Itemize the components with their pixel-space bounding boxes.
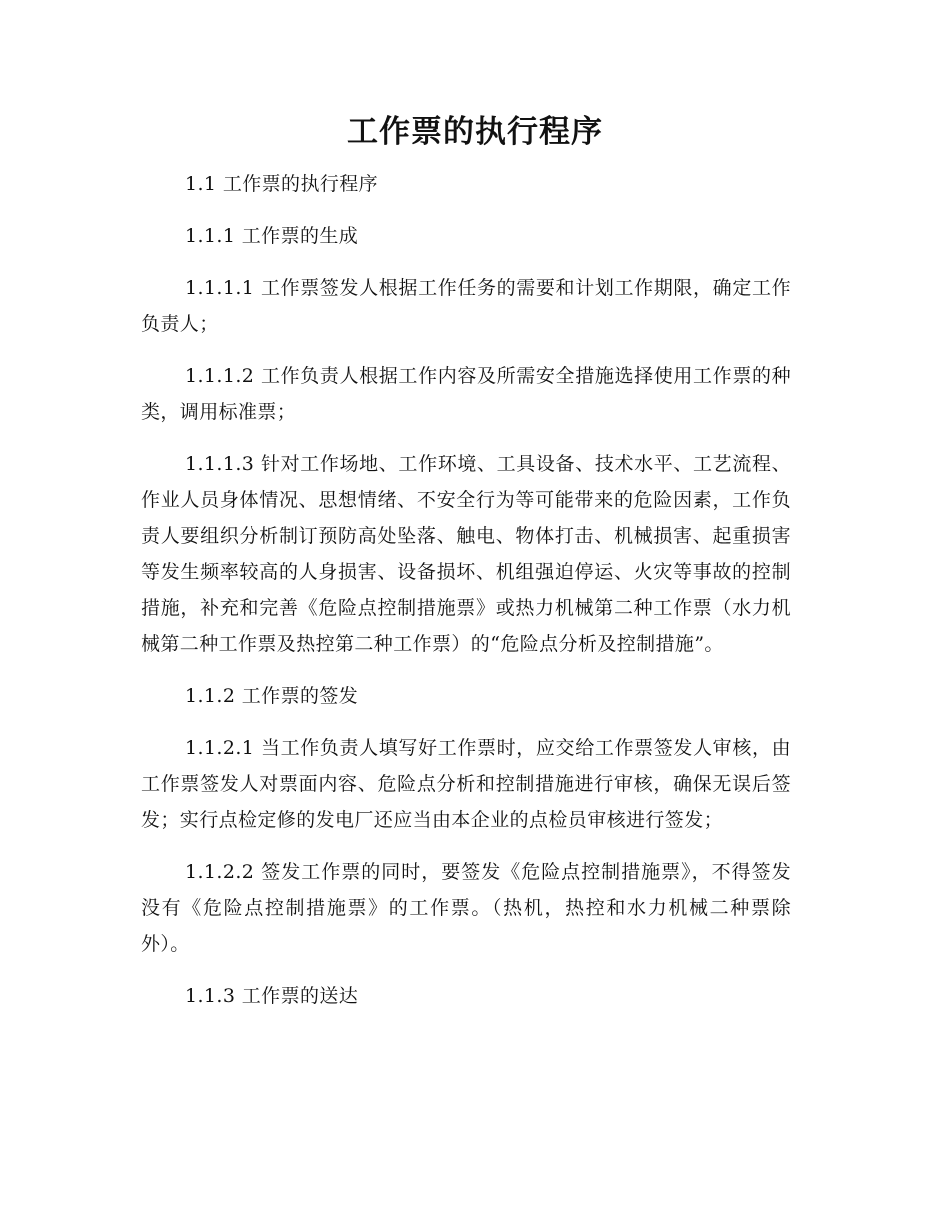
section-heading-1-1: 1.1 工作票的执行程序 bbox=[185, 173, 379, 195]
document-body bbox=[141, 166, 791, 1030]
paragraph-1-1-1-3: 1.1.1.3 针对工作场地、工作环境、工具设备、技术水平、工艺流程、作业人员身体情况、思想情绪、不安全行为等可能带来的危险因素，工作负责人要组织分析制订预防高处坠落、触电、物体打击、机械损害、起重损害等发生频率较高的人身损害、设备损坏、机组强迫停运、火灾等事故的控制措施，补充和完善《危险点控制措施票》或热力机械第二种工作票（水力机械第二种工作票及热控第二种工作票）的“危险点分析及控制措施”。 bbox=[141, 453, 791, 655]
document-title: 工作票的执行程序 bbox=[347, 114, 603, 150]
section-heading-1-1-3: 1.1.3 工作票的送达 bbox=[185, 985, 359, 1007]
section-heading-1-1-1: 1.1.1 工作票的生成 bbox=[185, 225, 359, 247]
paragraph-1-1-1-2: 1.1.1.2 工作负责人根据工作内容及所需安全措施选择使用工作票的种类，调用标准票； bbox=[141, 365, 791, 423]
paragraph-1-1-2-1: 1.1.2.1 当工作负责人填写好工作票时，应交给工作票签发人审核，由工作票签发人对票面内容、危险点分析和控制措施进行审核，确保无误后签发；实行点检定修的发电厂还应当由本企业的点检员审核进行签发； bbox=[141, 737, 791, 831]
section-heading-1-1-2: 1.1.2 工作票的签发 bbox=[185, 685, 359, 707]
paragraph-1-1-2-2: 1.1.2.2 签发工作票的同时，要签发《危险点控制措施票》，不得签发没有《危险点控制措施票》的工作票。（热机，热控和水力机械二种票除外）。 bbox=[141, 861, 791, 955]
paragraph-1-1-1-1: 1.1.1.1 工作票签发人根据工作任务的需要和计划工作期限，确定工作负责人； bbox=[141, 277, 791, 335]
